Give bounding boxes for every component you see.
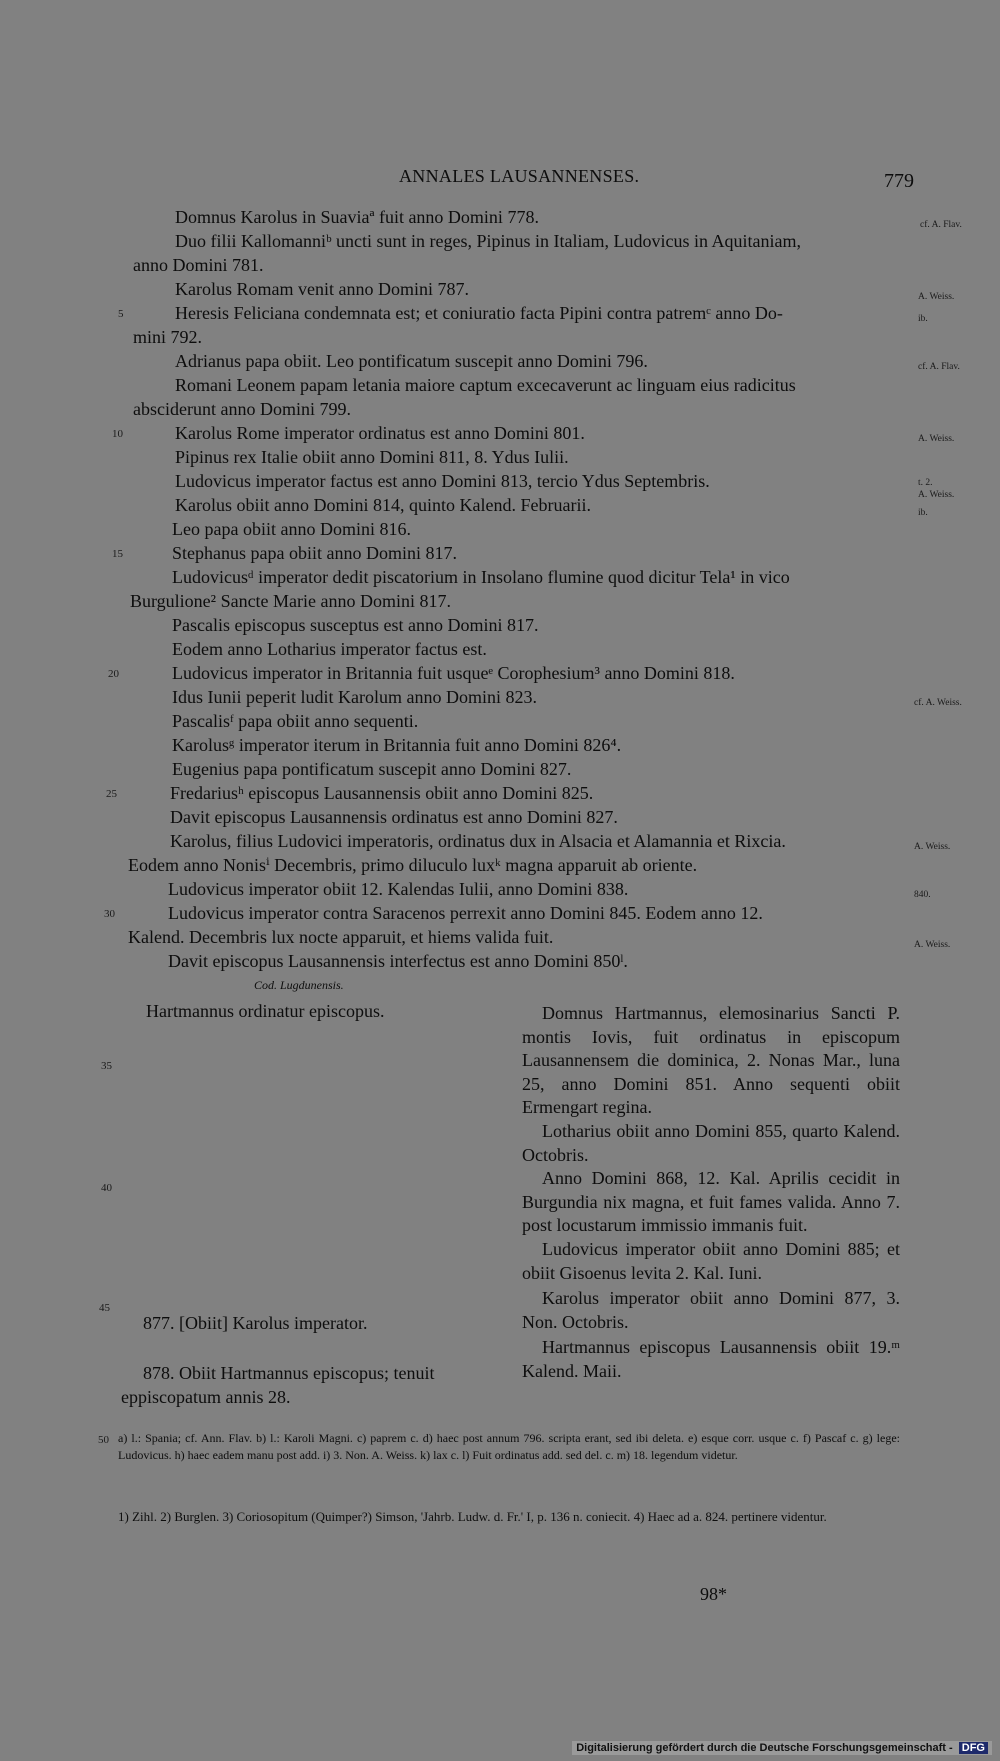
text-line: Stephanus papa obiit anno Domini 817. [172, 543, 457, 563]
text-line: Karolus Romam venit anno Domini 787. [175, 279, 469, 299]
text-line: Fredariusʰ episcopus Lausannensis obiit anno Domini 825. [170, 783, 594, 803]
text-line: Kalend. Decembris lux nocte apparuit, et hiems valida fuit. [128, 927, 554, 947]
digitization-credit [572, 1741, 992, 1755]
dfg-logo: DFG [959, 1742, 988, 1754]
text-line: Karolus, filius Ludovici imperatoris, ordinatus dux in Alsacia et Alamannia et Rixcia. [170, 831, 786, 851]
text-line: Pascalis episcopus susceptus est anno Domini 817. [172, 615, 539, 635]
line-number: 20 [108, 668, 119, 680]
right-entry-851: Domnus Hartmannus, elemosinarius Sancti P. montis Iovis, fuit ordinatus in episcopum Lausannensem die dominica, 2. Nonas Mar., luna 25, anno Domini 851. Anno sequenti obiit Ermengart regina. [522, 1003, 900, 1118]
line-number: 35 [101, 1060, 112, 1072]
margin-note: A. Weiss. [914, 940, 951, 950]
margin-note: ib. [918, 508, 928, 518]
text-line: Ludovicus imperator obiit 12. Kalendas Iulii, anno Domini 838. [168, 879, 629, 899]
line-number: 40 [101, 1182, 112, 1194]
text-line: anno Domini 781. [133, 255, 264, 275]
text-line: Karolusᵍ imperator iterum in Britannia fuit anno Domini 826⁴. [172, 735, 622, 755]
text-line: Davit episcopus Lausannensis interfectus est anno Domini 850ˡ. [168, 951, 628, 971]
text-line: Eodem anno Lotharius imperator factus est. [172, 639, 487, 659]
left-column-line: eppiscopatum annis 28. [121, 1387, 291, 1407]
margin-note: A. Weiss. [918, 434, 955, 444]
margin-note: cf. A. Flav. [920, 220, 962, 230]
text-line: Ludovicusᵈ imperator dedit piscatorium in Insolano flumine quod dicitur Tela¹ in vico [172, 567, 790, 587]
margin-note: A. Weiss. [918, 490, 955, 500]
page-header-title: ANNALES LAUSANNENSES. [399, 166, 640, 186]
text-line: absciderunt anno Domini 799. [133, 399, 351, 419]
line-number: 25 [106, 788, 117, 800]
right-entry-877: Karolus imperator obiit anno Domini 877, 3. Non. Octobris. [522, 1288, 900, 1332]
text-line: Eugenius papa pontificatum suscepit anno Domini 827. [172, 759, 572, 779]
right-entry-885: Ludovicus imperator obiit anno Domini 885; et obiit Gisoenus levita 2. Kal. Iuni. [522, 1238, 900, 1283]
left-column-line: 877. [Obiit] Karolus imperator. [143, 1313, 368, 1333]
margin-note: A. Weiss. [914, 842, 951, 852]
critical-footnotes: a) l.: Spania; cf. Ann. Flav. b) l.: Karoli Magni. c) paprem c. d) haec post annum 796. scripta erant, sed ibi deleta. e) esque corr. usque c. f) Pascaf c. g) lege: Ludovicus. h) haec eadem manu post add. i) 3. Non. A. Weiss. k) lax c. l) Fuit ordinatus add. sed del. c. m) 18. legendum videtur. [118, 1431, 900, 1462]
margin-note: t. 2. [918, 478, 933, 488]
right-entry-868: Anno Domini 868, 12. Kal. Aprilis cecidit in Burgundia nix magna, et fuit fames valida. Anno 7. post locustarum immissio immanis fuit. [522, 1168, 900, 1236]
text-line: Ludovicus imperator factus est anno Domini 813, tercio Ydus Septembris. [175, 471, 710, 491]
text-line: Pipinus rex Italie obiit anno Domini 811, 8. Ydus Iulii. [175, 447, 569, 467]
sheet-number: 98* [700, 1584, 727, 1604]
left-column-line: Hartmannus ordinatur episcopus. [146, 1001, 385, 1021]
line-number: 10 [112, 428, 123, 440]
text-line: Ludovicus imperator in Britannia fuit usqueᵉ Corophesium³ anno Domini 818. [172, 663, 735, 683]
text-line: Burgulione² Sancte Marie anno Domini 817. [130, 591, 452, 611]
margin-note: cf. A. Flav. [918, 362, 960, 372]
margin-note: ib. [918, 314, 928, 324]
text-line: Pascalisᶠ papa obiit anno sequenti. [172, 711, 419, 731]
margin-note: cf. A. Weiss. [914, 698, 962, 708]
text-line: Duo filii Kallomanniᵇ uncti sunt in reges, Pipinus in Italiam, Ludovicus in Aquitaniam, [175, 231, 802, 251]
text-line: Romani Leonem papam letania maiore captum excecaverunt ac linguam eius radicitus [175, 375, 796, 395]
text-line: Ludovicus imperator contra Saracenos perrexit anno Domini 845. Eodem anno 12. [168, 903, 763, 923]
right-entry-hartmannus: Hartmannus episcopus Lausannensis obiit 19.ᵐ Kalend. Maii. [522, 1337, 900, 1381]
text-line: Heresis Feliciana condemnata est; et coniuratio facta Pipini contra patremᶜ anno Do- [175, 303, 783, 323]
page-header-number: 779 [884, 170, 914, 192]
text-line: Davit episcopus Lausannensis ordinatus est anno Domini 827. [170, 807, 618, 827]
line-number: 50 [98, 1434, 109, 1446]
text-line: Domnus Karolus in Suaviaª fuit anno Domini 778. [175, 207, 539, 227]
text-line: Karolus Rome imperator ordinatus est anno Domini 801. [175, 423, 585, 443]
historical-footnotes: 1) Zihl. 2) Burglen. 3) Coriosopitum (Quimper?) Simson, 'Jahrb. Ludw. d. Fr.' I, p. 136 n. coniecit. 4) Haec ad a. 824. pertinere videntur. [118, 1509, 827, 1524]
codex-label: Cod. Lugdunensis. [254, 978, 344, 992]
line-number: 45 [99, 1302, 110, 1314]
line-number: 15 [112, 548, 123, 560]
line-number: 5 [118, 308, 124, 320]
text-line: Karolus obiit anno Domini 814, quinto Kalend. Februarii. [175, 495, 591, 515]
text-line: Idus Iunii peperit ludit Karolum anno Domini 823. [172, 687, 537, 707]
margin-note: A. Weiss. [918, 292, 955, 302]
text-line: Adrianus papa obiit. Leo pontificatum suscepit anno Domini 796. [175, 351, 648, 371]
credit-text: Digitalisierung gefördert durch die Deutsche Forschungsgemeinschaft - [576, 1742, 953, 1754]
text-line: Eodem anno Nonisⁱ Decembris, primo diluculo luxᵏ magna apparuit ab oriente. [128, 855, 698, 875]
text-line: mini 792. [133, 327, 203, 347]
text-line: Leo papa obiit anno Domini 816. [172, 519, 411, 539]
left-column-line: 878. Obiit Hartmannus episcopus; tenuit [143, 1363, 435, 1383]
right-entry-855: Lotharius obiit anno Domini 855, quarto Kalend. Octobris. [522, 1120, 900, 1165]
line-number: 30 [104, 908, 115, 920]
margin-note: 840. [914, 890, 931, 900]
right-column [522, 1002, 900, 1384]
